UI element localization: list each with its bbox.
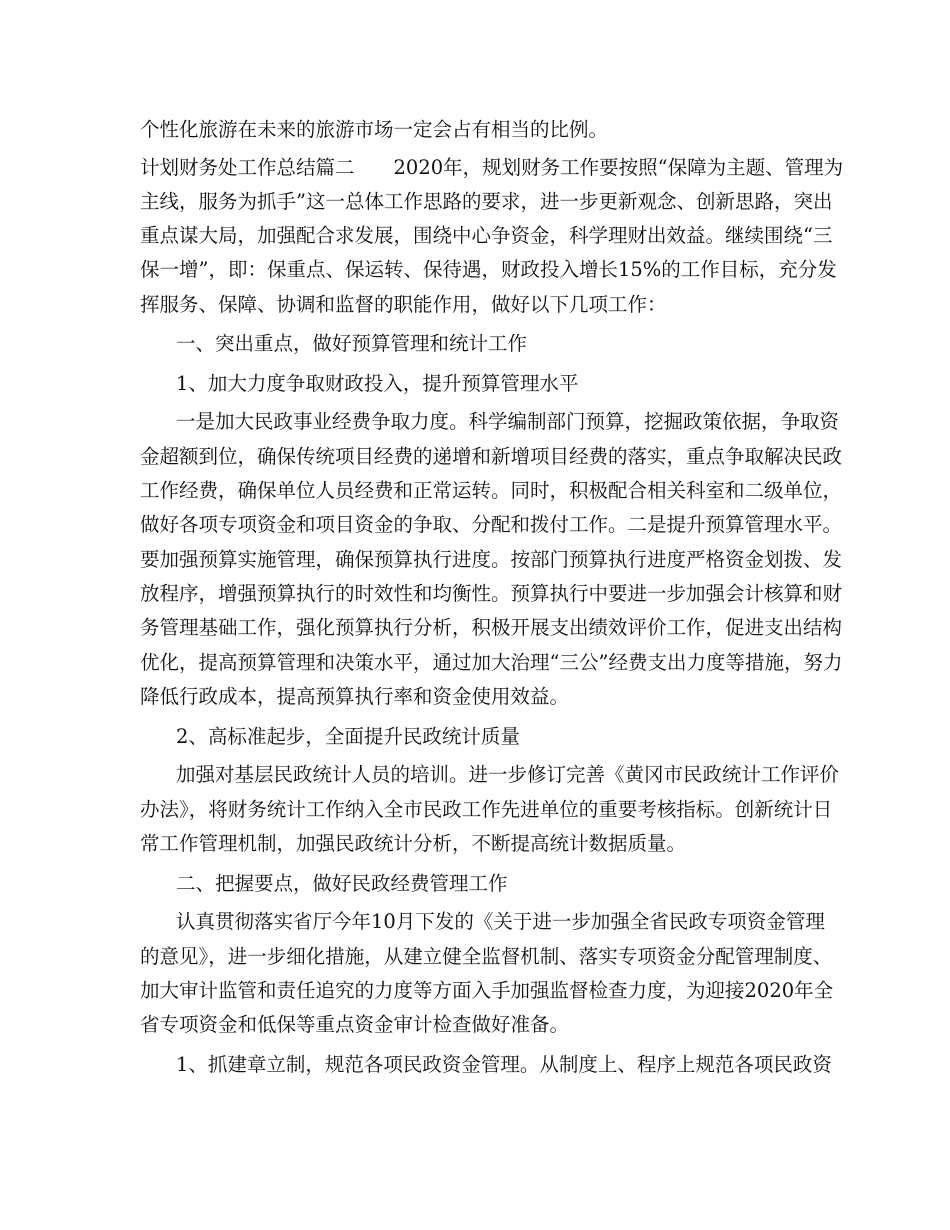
- text-line-13: 要加强预算实施管理，确保预算执行进度。按部门预算执行进度严格资金划拨、发: [140, 548, 843, 571]
- text-line-5: 保一增”，即：保重点、保运转、保待遇，财政投入增长15%的工作目标，充分发: [140, 258, 837, 281]
- text-line-16: 优化，提高预算管理和决策水平，通过加大治理“三公”经费支出力度等措施，努力: [140, 651, 843, 674]
- text-line-11: 工作经费，确保单位人员经费和正常运转。同时，积极配合相关科室和二级单位，: [140, 479, 843, 502]
- text-line-12: 做好各项专项资金和项目资金的争取、分配和拨付工作。二是提升预算管理水平。: [140, 513, 843, 536]
- text-line-15: 务管理基础工作，强化预算执行分析，积极开展支出绩效评价工作，促进支出结构: [140, 616, 843, 639]
- text-line-1: 个性化旅游在未来的旅游市场一定会占有相当的比例。: [140, 118, 609, 141]
- text-line-27: 1、抓建章立制，规范各项民政资金管理。从制度上、程序上规范各项民政资: [176, 1053, 832, 1076]
- subsection-heading-1-1: 1、加大力度争取财政投入，提升预算管理水平: [176, 372, 579, 395]
- text-line-23: 认真贯彻落实省厅今年10月下发的《关于进一步加强全省民政专项资金管理: [176, 910, 825, 933]
- text-line-4: 重点谋大局，加强配合求发展，围绕中心争资金，科学理财出效益。继续围绕“三: [140, 224, 833, 247]
- text-line-20: 办法》，将财务统计工作纳入全市民政工作先进单位的重要考核指标。创新统计日: [140, 798, 833, 821]
- subsection-heading-1-2: 2、高标准起步，全面提升民政统计质量: [176, 725, 520, 748]
- text-line-6: 挥服务、保障、协调和监督的职能作用，做好以下几项工作：: [140, 293, 667, 316]
- text-line-10: 金超额到位，确保传统项目经费的递增和新增项目经费的落实，重点争取解决民政: [140, 445, 843, 468]
- text-line-26: 省专项资金和低保等重点资金审计检查做好准备。: [140, 1013, 570, 1036]
- text-line-2: 计划财务处工作总结篇二 2020年，规划财务工作要按照“保障为主题、管理为: [140, 156, 844, 179]
- text-line-25: 加大审计监管和责任追究的力度等方面入手加强监督检查力度，为迎接2020年全: [140, 979, 834, 1002]
- text-line-14: 放程序，增强预算执行的时效性和均衡性。预算执行中要进一步加强会计核算和财: [140, 582, 843, 605]
- text-line-19: 加强对基层民政统计人员的培训。进一步修订完善《黄冈市民政统计工作评价: [176, 763, 840, 786]
- text-line-9: 一是加大民政事业经费争取力度。科学编制部门预算，挖掘政策依据，争取资: [176, 410, 840, 433]
- text-line-17: 降低行政成本，提高预算执行率和资金使用效益。: [140, 685, 570, 708]
- text-line-21: 常工作管理机制，加强民政统计分析，不断提高统计数据质量。: [140, 832, 687, 855]
- text-line-24: 的意见》，进一步细化措施，从建立健全监督机制、落实专项资金分配管理制度、: [140, 945, 833, 968]
- text-line-3: 主线，服务为抓手”这一总体工作思路的要求，进一步更新观念、创新思路，突出: [140, 190, 833, 213]
- section-heading-2: 二、把握要点，做好民政经费管理工作: [176, 872, 508, 895]
- section-heading-1: 一、突出重点，做好预算管理和统计工作: [176, 332, 528, 355]
